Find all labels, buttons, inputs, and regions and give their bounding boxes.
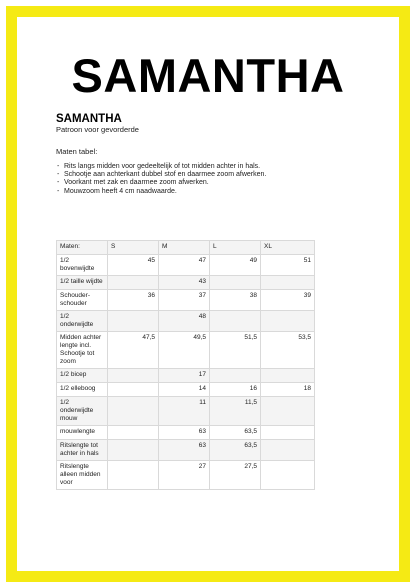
table-row	[57, 332, 315, 369]
measurement-value-cell	[261, 397, 315, 426]
measurement-value-cell: 27	[159, 461, 210, 490]
measurement-label-cell: Ritslengte tot achter in hals	[57, 440, 108, 461]
measurement-label-cell: mouwlengte	[57, 426, 108, 440]
instruction-item: - Rits langs midden voor gedeeltelijk of tot midden achter in hals.	[56, 163, 266, 171]
measurement-value-cell: 47,5	[108, 332, 159, 369]
table-row	[57, 369, 315, 383]
table-row	[57, 397, 315, 426]
measurement-value-cell	[108, 440, 159, 461]
table-row	[57, 255, 315, 276]
measurement-label-cell: 1/2 bicep	[57, 369, 108, 383]
instruction-item: - Schootje aan achterkant dubbel stof en daarmee zoom afwerken.	[56, 171, 266, 179]
table-row	[57, 290, 315, 311]
table-header-row	[57, 241, 315, 255]
measurement-label-cell: Midden achter lengte incl. Schootje tot zoom	[57, 332, 108, 369]
measurement-label-cell: Ritslengte alleen midden voor	[57, 461, 108, 490]
measurement-value-cell: 39	[261, 290, 315, 311]
page-title: SAMANTHA	[71, 49, 345, 102]
measurement-value-cell: 14	[159, 383, 210, 397]
pattern-name: SAMANTHA	[56, 113, 122, 125]
measurement-value-cell	[108, 276, 159, 290]
measurement-value-cell: 18	[261, 383, 315, 397]
measurement-value-cell: 49	[210, 255, 261, 276]
table-row	[57, 461, 315, 490]
measurement-value-cell: 63	[159, 440, 210, 461]
measurement-value-cell	[261, 276, 315, 290]
measurement-value-cell: 51,5	[210, 332, 261, 369]
measurement-value-cell: 53,5	[261, 332, 315, 369]
measurement-label-cell: 1/2 onderwijdte	[57, 311, 108, 332]
measurement-value-cell	[108, 461, 159, 490]
size-table	[56, 240, 315, 490]
measurement-value-cell: 37	[159, 290, 210, 311]
pattern-description: Patroon voor gevorderde	[56, 125, 139, 134]
header-size-cell: XL	[261, 241, 315, 255]
table-row	[57, 426, 315, 440]
size-table-body	[57, 241, 315, 490]
measurement-value-cell	[108, 397, 159, 426]
measurement-value-cell	[108, 369, 159, 383]
measurement-value-cell	[210, 369, 261, 383]
measurement-value-cell: 16	[210, 383, 261, 397]
measurement-value-cell	[261, 311, 315, 332]
measurement-label-cell: 1/2 taille wijdte	[57, 276, 108, 290]
measurement-value-cell	[210, 276, 261, 290]
measurement-value-cell	[108, 426, 159, 440]
measurement-value-cell: 11	[159, 397, 210, 426]
table-row	[57, 440, 315, 461]
measurement-value-cell: 17	[159, 369, 210, 383]
measurement-value-cell: 63	[159, 426, 210, 440]
table-row	[57, 311, 315, 332]
measurement-value-cell	[261, 440, 315, 461]
measurement-value-cell	[261, 461, 315, 490]
measurement-value-cell: 36	[108, 290, 159, 311]
header-label-cell: Maten:	[57, 241, 108, 255]
size-table-label: Maten tabel:	[56, 147, 98, 156]
measurement-value-cell: 11,5	[210, 397, 261, 426]
instructions-list	[56, 163, 266, 196]
instruction-item: - Voorkant met zak en daarmee zoom afwerken.	[56, 179, 266, 187]
measurement-label-cell: 1/2 elleboog	[57, 383, 108, 397]
measurement-value-cell: 51	[261, 255, 315, 276]
measurement-value-cell: 47	[159, 255, 210, 276]
measurement-value-cell: 43	[159, 276, 210, 290]
header-size-cell: S	[108, 241, 159, 255]
measurement-value-cell: 49,5	[159, 332, 210, 369]
measurement-value-cell: 45	[108, 255, 159, 276]
measurement-value-cell: 27,5	[210, 461, 261, 490]
measurement-value-cell: 48	[159, 311, 210, 332]
table-row	[57, 383, 315, 397]
instruction-item: - Mouwzoom heeft 4 cm naadwaarde.	[56, 188, 266, 196]
measurement-value-cell	[261, 426, 315, 440]
measurement-value-cell: 38	[210, 290, 261, 311]
measurement-value-cell	[261, 369, 315, 383]
measurement-value-cell	[210, 311, 261, 332]
header-size-cell: M	[159, 241, 210, 255]
measurement-value-cell: 63,5	[210, 426, 261, 440]
measurement-label-cell: 1/2 onderwijdte mouw	[57, 397, 108, 426]
measurement-value-cell: 63,5	[210, 440, 261, 461]
measurement-value-cell	[108, 383, 159, 397]
measurement-label-cell: Schouder-schouder	[57, 290, 108, 311]
header-size-cell: L	[210, 241, 261, 255]
measurement-value-cell	[108, 311, 159, 332]
measurement-label-cell: 1/2 bovenwijdte	[57, 255, 108, 276]
table-row	[57, 276, 315, 290]
